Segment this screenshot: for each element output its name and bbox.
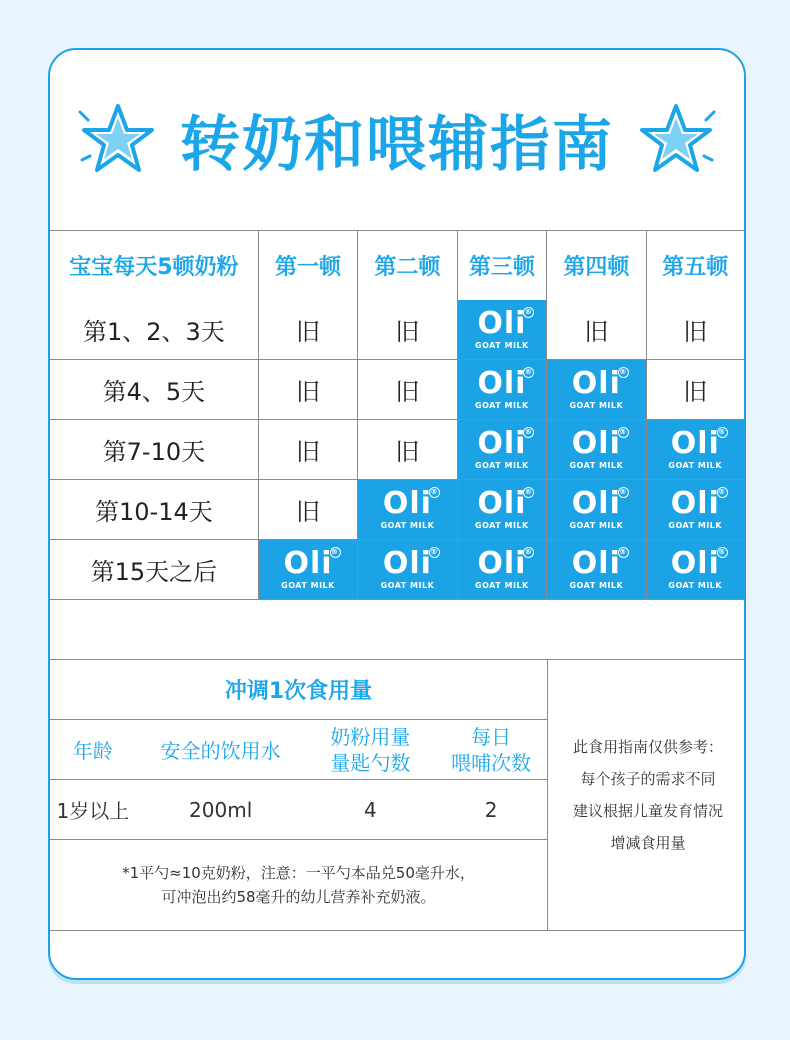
header-feed-3: 第三顿 xyxy=(458,231,547,301)
oli-logo-cell xyxy=(547,420,646,480)
title-row xyxy=(50,50,744,230)
mixing-data-row xyxy=(50,780,547,840)
value-scoops: 4 xyxy=(363,797,377,822)
divider xyxy=(50,930,744,931)
oli-logo-cell xyxy=(547,360,646,420)
header-feeds-per-day: 宝宝每天5顿奶粉 xyxy=(50,231,259,301)
oli-logo: Oli ® xyxy=(283,546,340,581)
row-label: 第7-10天 xyxy=(50,420,259,480)
oli-logo-subtitle: GOAT MILK xyxy=(380,581,435,590)
oli-logo: Oli ® xyxy=(670,426,727,461)
oli-logo: Oli ® xyxy=(571,426,628,461)
mixing-table xyxy=(50,660,548,930)
oli-logo-subtitle: GOAT MILK xyxy=(281,581,335,590)
oli-logo-subtitle: GOAT MILK xyxy=(380,521,435,530)
old-formula-cell: 旧 xyxy=(259,360,358,420)
oli-logo-cell xyxy=(547,480,646,540)
value-water: 200ml xyxy=(189,797,253,822)
oli-logo-cell xyxy=(358,540,457,600)
oli-logo-cell xyxy=(647,540,744,600)
advice-box xyxy=(548,660,746,930)
oli-logo-cell xyxy=(647,480,744,540)
header-feed-5: 第五顿 xyxy=(647,231,744,301)
row-label: 第10-14天 xyxy=(50,480,259,540)
old-formula-cell: 旧 xyxy=(547,300,646,360)
value-age: 1岁以上 xyxy=(56,799,130,823)
oli-logo-cell xyxy=(458,480,547,540)
oli-logo-cell xyxy=(458,420,547,480)
oli-logo-subtitle: GOAT MILK xyxy=(475,401,529,410)
star-icon xyxy=(78,100,158,180)
value-feeds: 2 xyxy=(484,797,498,822)
spacer-row xyxy=(50,600,744,660)
schedule-row xyxy=(50,540,744,600)
row-label: 第15天之后 xyxy=(50,540,259,600)
schedule-header-row xyxy=(50,230,744,301)
header-feed-4: 第四顿 xyxy=(547,231,646,301)
star-icon xyxy=(636,100,716,180)
oli-logo-subtitle: GOAT MILK xyxy=(668,461,723,470)
oli-logo: Oli ® xyxy=(571,546,628,581)
schedule-row xyxy=(50,300,744,360)
advice-line: 此食用指南仅供参考： xyxy=(572,738,723,756)
oli-logo: Oli ® xyxy=(571,366,628,401)
oli-logo: Oli ® xyxy=(477,426,533,461)
mixing-header-row xyxy=(50,720,547,780)
oli-logo: Oli ® xyxy=(477,306,533,341)
oli-logo: Oli ® xyxy=(571,486,628,521)
old-formula-cell: 旧 xyxy=(358,300,457,360)
oli-logo-cell xyxy=(547,540,646,600)
oli-logo: Oli ® xyxy=(670,546,727,581)
oli-logo-subtitle: GOAT MILK xyxy=(569,581,624,590)
oli-logo-cell xyxy=(358,480,457,540)
oli-logo: Oli ® xyxy=(477,366,533,401)
mixing-note xyxy=(50,840,547,930)
oli-logo-cell xyxy=(647,420,744,480)
oli-logo-subtitle: GOAT MILK xyxy=(475,461,529,470)
oli-logo-cell xyxy=(458,540,547,600)
oli-logo: Oli ® xyxy=(382,486,439,521)
page-title: 转奶和喂辅指南 xyxy=(180,110,614,180)
old-formula-cell: 旧 xyxy=(647,300,744,360)
oli-logo-cell xyxy=(458,360,547,420)
row-label: 第4、5天 xyxy=(50,360,259,420)
advice-line: 建议根据儿童发育情况 xyxy=(572,802,723,820)
old-formula-cell: 旧 xyxy=(647,360,744,420)
oli-logo-subtitle: GOAT MILK xyxy=(569,521,624,530)
oli-logo-subtitle: GOAT MILK xyxy=(569,461,624,470)
schedule-row xyxy=(50,480,744,540)
old-formula-cell: 旧 xyxy=(358,360,457,420)
header-age: 年龄 xyxy=(72,739,113,763)
oli-logo-subtitle: GOAT MILK xyxy=(475,341,529,350)
header-water: 安全的饮用水 xyxy=(160,739,281,763)
header-feeds: 每日 喂哺次数 xyxy=(451,724,532,775)
schedule-row xyxy=(50,360,744,420)
header-scoops: 奶粉用量 量匙勺数 xyxy=(330,724,411,775)
oli-logo-subtitle: GOAT MILK xyxy=(668,521,723,530)
oli-logo-subtitle: GOAT MILK xyxy=(668,581,723,590)
note-line: *1平勺≈10克奶粉，注意：一平勺本品兑50毫升水， xyxy=(122,864,475,882)
note-line: 可冲泡出约58毫升的幼儿营养补充奶液。 xyxy=(161,888,436,906)
row-label: 第1、2、3天 xyxy=(50,300,259,360)
oli-logo-subtitle: GOAT MILK xyxy=(475,521,529,530)
old-formula-cell: 旧 xyxy=(259,480,358,540)
header-feed-2: 第二顿 xyxy=(358,231,457,301)
old-formula-cell: 旧 xyxy=(358,420,457,480)
oli-logo: Oli ® xyxy=(477,546,533,581)
oli-logo-subtitle: GOAT MILK xyxy=(569,401,624,410)
oli-logo: Oli ® xyxy=(670,486,727,521)
mixing-title: 冲调1次食用量 xyxy=(224,679,373,704)
oli-logo-cell xyxy=(259,540,358,600)
old-formula-cell: 旧 xyxy=(259,420,358,480)
advice-line: 每个孩子的需求不同 xyxy=(580,770,716,788)
old-formula-cell: 旧 xyxy=(259,300,358,360)
header-feed-1: 第一顿 xyxy=(259,231,358,301)
oli-logo-cell xyxy=(458,300,547,360)
advice-line: 增减食用量 xyxy=(610,834,686,852)
oli-logo: Oli ® xyxy=(382,546,439,581)
schedule-row xyxy=(50,420,744,480)
oli-logo: Oli ® xyxy=(477,486,533,521)
guide-card xyxy=(48,48,746,980)
oli-logo-subtitle: GOAT MILK xyxy=(475,581,529,590)
